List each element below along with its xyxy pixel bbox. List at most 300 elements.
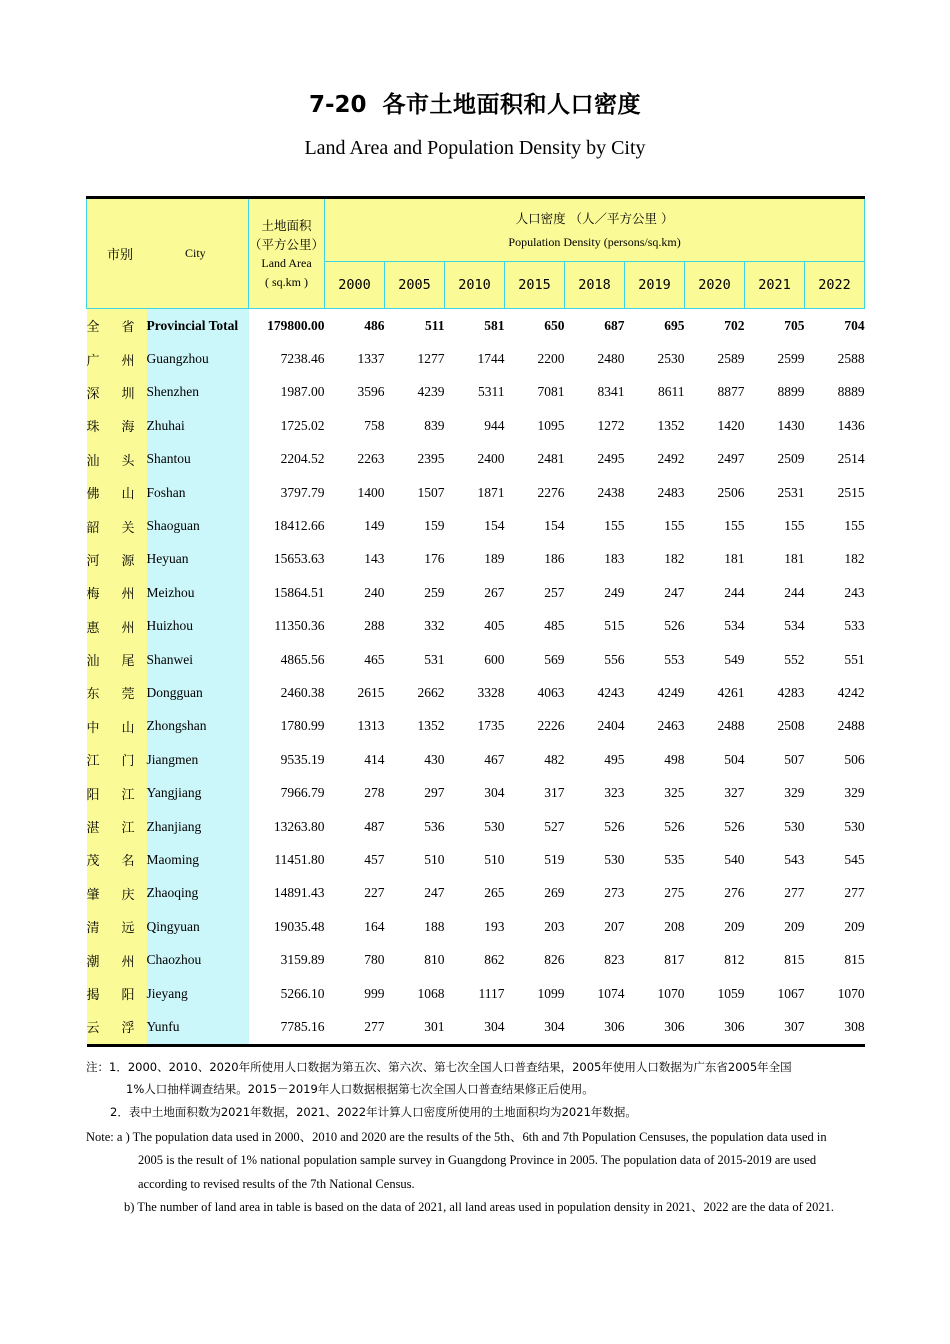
table-row — [87, 910, 865, 943]
cell-city-name-en: Jiangmen — [147, 743, 249, 776]
cell-density-2015: 826 — [505, 943, 565, 976]
cell-density-2015: 304 — [505, 1010, 565, 1045]
cell-density-2021: 543 — [745, 843, 805, 876]
cell-density-2018: 2480 — [565, 342, 625, 375]
cell-density-2005: 176 — [385, 543, 445, 576]
cell-density-2010: 189 — [445, 543, 505, 576]
cell-land-area: 1780.99 — [249, 710, 325, 743]
cell-density-2018: 2438 — [565, 476, 625, 509]
cell-density-2021: 329 — [745, 776, 805, 809]
cell-density-2020: 2488 — [685, 710, 745, 743]
cell-density-2018: 823 — [565, 943, 625, 976]
cell-city-name-en: Yangjiang — [147, 776, 249, 809]
cell-density-2015: 1095 — [505, 409, 565, 442]
cell-density-2022: 704 — [805, 309, 865, 343]
cell-density-2019: 1070 — [625, 977, 685, 1010]
cell-density-2019: 325 — [625, 776, 685, 809]
cell-density-2010: 862 — [445, 943, 505, 976]
cell-land-area: 15653.63 — [249, 543, 325, 576]
cell-density-2005: 531 — [385, 643, 445, 676]
cell-density-2010: 265 — [445, 877, 505, 910]
cell-density-2015: 2276 — [505, 476, 565, 509]
cell-density-2021: 552 — [745, 643, 805, 676]
cell-density-2010: 304 — [445, 1010, 505, 1045]
cell-density-2022: 308 — [805, 1010, 865, 1045]
cell-density-2015: 154 — [505, 509, 565, 542]
notes-english — [86, 1126, 886, 1219]
cell-density-2000: 278 — [325, 776, 385, 809]
cell-density-2022: 551 — [805, 643, 865, 676]
cell-density-2010: 267 — [445, 576, 505, 609]
cell-density-2005: 297 — [385, 776, 445, 809]
cell-density-2015: 186 — [505, 543, 565, 576]
cell-density-2021: 307 — [745, 1010, 805, 1045]
cell-density-2018: 273 — [565, 877, 625, 910]
cell-density-2010: 1871 — [445, 476, 505, 509]
cell-city-name-en: Zhongshan — [147, 710, 249, 743]
cell-city-name-cn: 汕 尾 — [87, 643, 147, 676]
note-en-line-1: Note: a ) The population data used in 2000、2010 and 2020 are the results of the 5th、6th and 7th Population Censuses, the population data used in — [86, 1130, 827, 1145]
cell-density-2015: 519 — [505, 843, 565, 876]
note-en-line-2: 2005 is the result of 1% national population sample survey in Guangdong Province in 2005. The population data of 2015-2019 are used — [138, 1153, 817, 1168]
cell-density-2005: 510 — [385, 843, 445, 876]
cell-density-2000: 288 — [325, 610, 385, 643]
cell-density-2015: 482 — [505, 743, 565, 776]
cell-land-area: 14891.43 — [249, 877, 325, 910]
cell-density-2005: 259 — [385, 576, 445, 609]
cell-city-name-en: Huizhou — [147, 610, 249, 643]
cell-density-2010: 1744 — [445, 342, 505, 375]
cell-density-2000: 227 — [325, 877, 385, 910]
cell-density-2022: 329 — [805, 776, 865, 809]
cell-city-name-en: Maoming — [147, 843, 249, 876]
cell-density-2015: 7081 — [505, 376, 565, 409]
cell-density-2019: 275 — [625, 877, 685, 910]
cell-density-2018: 323 — [565, 776, 625, 809]
cell-density-2000: 1400 — [325, 476, 385, 509]
cell-city-name-cn: 佛 山 — [87, 476, 147, 509]
cell-density-2019: 4249 — [625, 676, 685, 709]
cell-density-2020: 549 — [685, 643, 745, 676]
cell-density-2005: 511 — [385, 309, 445, 343]
cell-density-2019: 695 — [625, 309, 685, 343]
cell-density-2005: 839 — [385, 409, 445, 442]
cell-density-2018: 306 — [565, 1010, 625, 1045]
header-year-2021: 2021 — [745, 262, 805, 309]
cell-density-2019: 208 — [625, 910, 685, 943]
table-row — [87, 676, 865, 709]
cell-density-2015: 1099 — [505, 977, 565, 1010]
cell-land-area: 19035.48 — [249, 910, 325, 943]
cell-density-2005: 430 — [385, 743, 445, 776]
cell-density-2015: 203 — [505, 910, 565, 943]
cell-density-2018: 8341 — [565, 376, 625, 409]
cell-density-2018: 530 — [565, 843, 625, 876]
table-row — [87, 710, 865, 743]
cell-density-2022: 8889 — [805, 376, 865, 409]
cell-city-name-en: Jieyang — [147, 977, 249, 1010]
header-year-2015: 2015 — [505, 262, 565, 309]
table-row — [87, 977, 865, 1010]
cell-density-2020: 1420 — [685, 409, 745, 442]
cell-density-2022: 2515 — [805, 476, 865, 509]
cell-land-area: 2204.52 — [249, 443, 325, 476]
header-land-area-en: Land Area — [261, 256, 312, 271]
table-row — [87, 476, 865, 509]
cell-density-2020: 244 — [685, 576, 745, 609]
cell-density-2022: 533 — [805, 610, 865, 643]
cell-density-2019: 2530 — [625, 342, 685, 375]
cell-land-area: 9535.19 — [249, 743, 325, 776]
cell-density-2010: 304 — [445, 776, 505, 809]
cell-density-2019: 553 — [625, 643, 685, 676]
header-land-area-unit-en: ( sq.km ) — [265, 274, 309, 289]
cell-land-area: 2460.38 — [249, 676, 325, 709]
cell-density-2018: 207 — [565, 910, 625, 943]
cell-density-2010: 581 — [445, 309, 505, 343]
cell-city-name-en: Dongguan — [147, 676, 249, 709]
cell-density-2018: 556 — [565, 643, 625, 676]
table-row — [87, 409, 865, 442]
cell-density-2000: 486 — [325, 309, 385, 343]
notes-chinese — [86, 1056, 886, 1123]
cell-density-2018: 4243 — [565, 676, 625, 709]
cell-density-2022: 506 — [805, 743, 865, 776]
table-row — [87, 1010, 865, 1045]
cell-density-2018: 155 — [565, 509, 625, 542]
cell-land-area: 7966.79 — [249, 776, 325, 809]
cell-density-2020: 306 — [685, 1010, 745, 1045]
header-year-2000: 2000 — [325, 262, 385, 309]
table-row — [87, 509, 865, 542]
cell-city-name-cn: 梅 州 — [87, 576, 147, 609]
cell-city-name-en: Zhanjiang — [147, 810, 249, 843]
cell-city-name-cn: 珠 海 — [87, 409, 147, 442]
cell-land-area: 15864.51 — [249, 576, 325, 609]
cell-density-2021: 1430 — [745, 409, 805, 442]
cell-density-2021: 209 — [745, 910, 805, 943]
cell-density-2020: 209 — [685, 910, 745, 943]
notes-block — [86, 1056, 886, 1219]
cell-density-2022: 2588 — [805, 342, 865, 375]
cell-density-2010: 5311 — [445, 376, 505, 409]
table-row — [87, 643, 865, 676]
cell-density-2019: 526 — [625, 610, 685, 643]
cell-density-2021: 507 — [745, 743, 805, 776]
cell-density-2018: 687 — [565, 309, 625, 343]
header-density-en: Population Density (persons/sq.km) — [508, 235, 681, 250]
cell-density-2022: 1070 — [805, 977, 865, 1010]
cell-density-2019: 8611 — [625, 376, 685, 409]
note-cn-line-3: 2．表中土地面积数为2021年数据，2021、2022年计算人口密度所使用的土地面积均为2021年数据。 — [110, 1104, 637, 1119]
cell-city-name-en: Shantou — [147, 443, 249, 476]
cell-city-name-cn: 全 省 — [87, 309, 147, 343]
header-year-2005: 2005 — [385, 262, 445, 309]
cell-city-name-en: Heyuan — [147, 543, 249, 576]
cell-density-2015: 569 — [505, 643, 565, 676]
cell-density-2000: 758 — [325, 409, 385, 442]
cell-land-area: 179800.00 — [249, 309, 325, 343]
cell-density-2018: 183 — [565, 543, 625, 576]
cell-density-2020: 155 — [685, 509, 745, 542]
cell-density-2010: 600 — [445, 643, 505, 676]
cell-density-2015: 257 — [505, 576, 565, 609]
cell-density-2005: 301 — [385, 1010, 445, 1045]
table-row — [87, 543, 865, 576]
cell-land-area: 5266.10 — [249, 977, 325, 1010]
cell-density-2018: 526 — [565, 810, 625, 843]
cell-city-name-en: Meizhou — [147, 576, 249, 609]
header-land-area-cn: 土地面积 — [261, 217, 312, 233]
cell-city-name-en: Shaoguan — [147, 509, 249, 542]
cell-density-2021: 4283 — [745, 676, 805, 709]
cell-density-2019: 155 — [625, 509, 685, 542]
header-city-cn: 市别 — [106, 248, 134, 263]
header-land-area-cell — [249, 198, 325, 309]
header-year-2010: 2010 — [445, 262, 505, 309]
cell-density-2019: 247 — [625, 576, 685, 609]
cell-density-2005: 1507 — [385, 476, 445, 509]
header-year-2019: 2019 — [625, 262, 685, 309]
cell-density-2010: 467 — [445, 743, 505, 776]
cell-density-2005: 1068 — [385, 977, 445, 1010]
table-row — [87, 943, 865, 976]
cell-density-2010: 405 — [445, 610, 505, 643]
cell-density-2005: 1277 — [385, 342, 445, 375]
header-density-cell — [325, 198, 865, 262]
cell-density-2020: 327 — [685, 776, 745, 809]
cell-density-2022: 209 — [805, 910, 865, 943]
table-number: 7-20 — [308, 92, 367, 118]
cell-city-name-cn: 汕 头 — [87, 443, 147, 476]
table-row — [87, 843, 865, 876]
cell-density-2020: 1059 — [685, 977, 745, 1010]
table-row — [87, 576, 865, 609]
cell-city-name-cn: 茂 名 — [87, 843, 147, 876]
cell-density-2021: 705 — [745, 309, 805, 343]
cell-city-name-cn: 惠 州 — [87, 610, 147, 643]
table-row — [87, 877, 865, 910]
cell-density-2000: 1337 — [325, 342, 385, 375]
header-land-area-unit-cn: （平方公里） — [249, 236, 325, 252]
cell-city-name-cn: 中 山 — [87, 710, 147, 743]
note-en-line-4: b) The number of land area in table is based on the data of 2021, all land areas used in population density in 2021、2022 are the data of 2021. — [124, 1199, 834, 1214]
cell-density-2015: 650 — [505, 309, 565, 343]
cell-city-name-cn: 清 远 — [87, 910, 147, 943]
cell-city-name-cn: 河 源 — [87, 543, 147, 576]
table-head — [87, 198, 865, 309]
cell-density-2021: 530 — [745, 810, 805, 843]
cell-city-name-en: Zhuhai — [147, 409, 249, 442]
cell-density-2021: 2509 — [745, 443, 805, 476]
cell-density-2020: 2506 — [685, 476, 745, 509]
header-city-en: City — [185, 246, 206, 260]
cell-density-2000: 3596 — [325, 376, 385, 409]
cell-density-2022: 815 — [805, 943, 865, 976]
header-row-top — [87, 198, 865, 262]
cell-density-2000: 149 — [325, 509, 385, 542]
cell-land-area: 1987.00 — [249, 376, 325, 409]
cell-density-2022: 155 — [805, 509, 865, 542]
cell-density-2020: 8877 — [685, 376, 745, 409]
cell-density-2018: 495 — [565, 743, 625, 776]
cell-density-2019: 498 — [625, 743, 685, 776]
cell-density-2015: 4063 — [505, 676, 565, 709]
land-area-density-table — [86, 196, 865, 1047]
cell-density-2021: 2599 — [745, 342, 805, 375]
cell-density-2000: 240 — [325, 576, 385, 609]
cell-density-2020: 526 — [685, 810, 745, 843]
cell-density-2018: 1272 — [565, 409, 625, 442]
cell-density-2000: 143 — [325, 543, 385, 576]
cell-city-name-cn: 肇 庆 — [87, 877, 147, 910]
cell-city-name-en: Yunfu — [147, 1010, 249, 1045]
cell-density-2010: 154 — [445, 509, 505, 542]
cell-density-2020: 504 — [685, 743, 745, 776]
cell-city-name-en: Foshan — [147, 476, 249, 509]
cell-density-2020: 2589 — [685, 342, 745, 375]
cell-density-2021: 244 — [745, 576, 805, 609]
cell-density-2018: 2495 — [565, 443, 625, 476]
cell-density-2010: 193 — [445, 910, 505, 943]
cell-land-area: 3159.89 — [249, 943, 325, 976]
cell-density-2018: 2404 — [565, 710, 625, 743]
cell-density-2019: 2492 — [625, 443, 685, 476]
cell-city-name-cn: 东 莞 — [87, 676, 147, 709]
cell-land-area: 13263.80 — [249, 810, 325, 843]
cell-density-2021: 181 — [745, 543, 805, 576]
cell-city-name-en: Shanwei — [147, 643, 249, 676]
cell-density-2000: 414 — [325, 743, 385, 776]
cell-density-2000: 465 — [325, 643, 385, 676]
cell-density-2005: 332 — [385, 610, 445, 643]
cell-land-area: 7785.16 — [249, 1010, 325, 1045]
cell-density-2005: 4239 — [385, 376, 445, 409]
cell-density-2022: 4242 — [805, 676, 865, 709]
cell-density-2020: 181 — [685, 543, 745, 576]
cell-density-2000: 780 — [325, 943, 385, 976]
cell-density-2018: 249 — [565, 576, 625, 609]
header-city-cell — [87, 198, 249, 309]
cell-density-2021: 155 — [745, 509, 805, 542]
cell-density-2022: 1436 — [805, 409, 865, 442]
table-body — [87, 309, 865, 1046]
table-row — [87, 776, 865, 809]
cell-density-2019: 535 — [625, 843, 685, 876]
cell-land-area: 3797.79 — [249, 476, 325, 509]
cell-land-area: 4865.56 — [249, 643, 325, 676]
note-en-line-3: according to revised results of the 7th National Census. — [138, 1176, 415, 1191]
cell-density-2021: 2508 — [745, 710, 805, 743]
cell-city-name-cn: 江 门 — [87, 743, 147, 776]
cell-density-2000: 1313 — [325, 710, 385, 743]
cell-density-2022: 2488 — [805, 710, 865, 743]
cell-density-2010: 944 — [445, 409, 505, 442]
cell-land-area: 1725.02 — [249, 409, 325, 442]
cell-density-2018: 515 — [565, 610, 625, 643]
cell-density-2015: 269 — [505, 877, 565, 910]
table-row — [87, 443, 865, 476]
header-year-2020: 2020 — [685, 262, 745, 309]
cell-density-2005: 247 — [385, 877, 445, 910]
page-title-cn-text: 各市土地面积和人口密度 — [382, 92, 642, 118]
cell-density-2022: 277 — [805, 877, 865, 910]
cell-density-2020: 702 — [685, 309, 745, 343]
cell-density-2020: 2497 — [685, 443, 745, 476]
table-row — [87, 743, 865, 776]
cell-density-2021: 815 — [745, 943, 805, 976]
cell-density-2005: 159 — [385, 509, 445, 542]
cell-city-name-en: Zhaoqing — [147, 877, 249, 910]
cell-density-2000: 2263 — [325, 443, 385, 476]
cell-density-2019: 2483 — [625, 476, 685, 509]
cell-density-2022: 182 — [805, 543, 865, 576]
cell-density-2000: 487 — [325, 810, 385, 843]
cell-density-2000: 277 — [325, 1010, 385, 1045]
header-year-2022: 2022 — [805, 262, 865, 309]
cell-density-2022: 2514 — [805, 443, 865, 476]
page-title-cn — [0, 92, 950, 120]
cell-density-2010: 1735 — [445, 710, 505, 743]
table-row — [87, 309, 865, 343]
cell-density-2022: 243 — [805, 576, 865, 609]
cell-density-2005: 810 — [385, 943, 445, 976]
cell-density-2005: 536 — [385, 810, 445, 843]
cell-density-2022: 545 — [805, 843, 865, 876]
cell-land-area: 11350.36 — [249, 610, 325, 643]
cell-city-name-cn: 云 浮 — [87, 1010, 147, 1045]
cell-land-area: 11451.80 — [249, 843, 325, 876]
cell-density-2000: 2615 — [325, 676, 385, 709]
cell-density-2010: 530 — [445, 810, 505, 843]
cell-density-2021: 277 — [745, 877, 805, 910]
cell-city-name-en: Shenzhen — [147, 376, 249, 409]
table-row — [87, 610, 865, 643]
cell-density-2020: 276 — [685, 877, 745, 910]
cell-city-name-cn: 深 圳 — [87, 376, 147, 409]
header-density-cn: 人口密度 （人／平方公里 ） — [515, 211, 674, 227]
cell-density-2021: 534 — [745, 610, 805, 643]
cell-city-name-cn: 阳 江 — [87, 776, 147, 809]
cell-density-2010: 2400 — [445, 443, 505, 476]
cell-density-2015: 2226 — [505, 710, 565, 743]
cell-city-name-cn: 韶 关 — [87, 509, 147, 542]
cell-density-2020: 540 — [685, 843, 745, 876]
cell-density-2005: 188 — [385, 910, 445, 943]
header-year-2018: 2018 — [565, 262, 625, 309]
cell-density-2015: 2481 — [505, 443, 565, 476]
cell-density-2021: 8899 — [745, 376, 805, 409]
cell-city-name-en: Qingyuan — [147, 910, 249, 943]
cell-density-2005: 1352 — [385, 710, 445, 743]
table-row — [87, 810, 865, 843]
table-row — [87, 342, 865, 375]
cell-density-2015: 317 — [505, 776, 565, 809]
cell-density-2020: 4261 — [685, 676, 745, 709]
cell-density-2005: 2662 — [385, 676, 445, 709]
cell-density-2019: 817 — [625, 943, 685, 976]
cell-density-2019: 526 — [625, 810, 685, 843]
cell-density-2022: 530 — [805, 810, 865, 843]
land-area-density-table-wrapper — [86, 196, 864, 1047]
cell-density-2021: 2531 — [745, 476, 805, 509]
cell-density-2018: 1074 — [565, 977, 625, 1010]
cell-land-area: 18412.66 — [249, 509, 325, 542]
cell-density-2019: 2463 — [625, 710, 685, 743]
note-cn-line-2: 1%人口抽样调查结果。2015－2019年人口数据根据第七次全国人口普查结果修正后使用。 — [126, 1082, 594, 1097]
note-cn-line-1: 注：1．2000、2010、2020年所使用人口数据为第五次、第六次、第七次全国人口普查结果，2005年使用人口数据为广东省2005年全国 — [86, 1060, 792, 1074]
cell-density-2000: 457 — [325, 843, 385, 876]
